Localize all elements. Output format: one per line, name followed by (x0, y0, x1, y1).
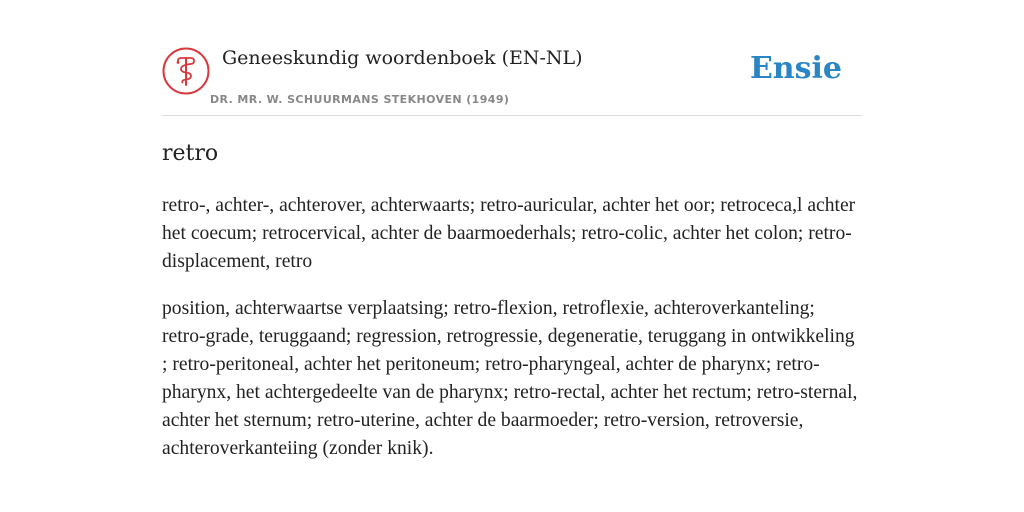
entry-definition (162, 192, 862, 482)
caduceus-icon[interactable] (162, 47, 210, 95)
brand-logo-link[interactable]: Ensie (749, 51, 842, 86)
dictionary-title[interactable]: Geneeskundig woordenboek (EN-NL) (222, 47, 583, 69)
definition-paragraph: retro-, achter-, achterover, achterwaarts; retro-auricular, achter het oor; retroceca,l achter het coecum; retrocervical, achter de baarmoederhals; retro-colic, achter het colon; retro-displacement, retro (162, 195, 856, 272)
entry-title: retro (162, 141, 219, 166)
dictionary-author: DR. MR. W. SCHUURMANS STEKHOVEN (1949) (210, 93, 510, 106)
dictionary-header (162, 40, 862, 116)
definition-paragraph: position, achterwaartse verplaatsing; retro-flexion, retroflexie, achteroverkanteling; retro-grade, teruggaand; regression, retrogressie, degeneratie, teruggang in ontwikkeling ; retro-peritoneal, achter het peritoneum; retro-pharyngeal, achter de pharynx; retro-pharynx, het achtergedeelte van de pharynx; retro-rectal, achter het rectum; retro-sternal, achter het sternum; retro-uterine, achter de baarmoeder; retro-version, retroversie, achteroverkanteiing (zonder knik). (162, 298, 858, 459)
